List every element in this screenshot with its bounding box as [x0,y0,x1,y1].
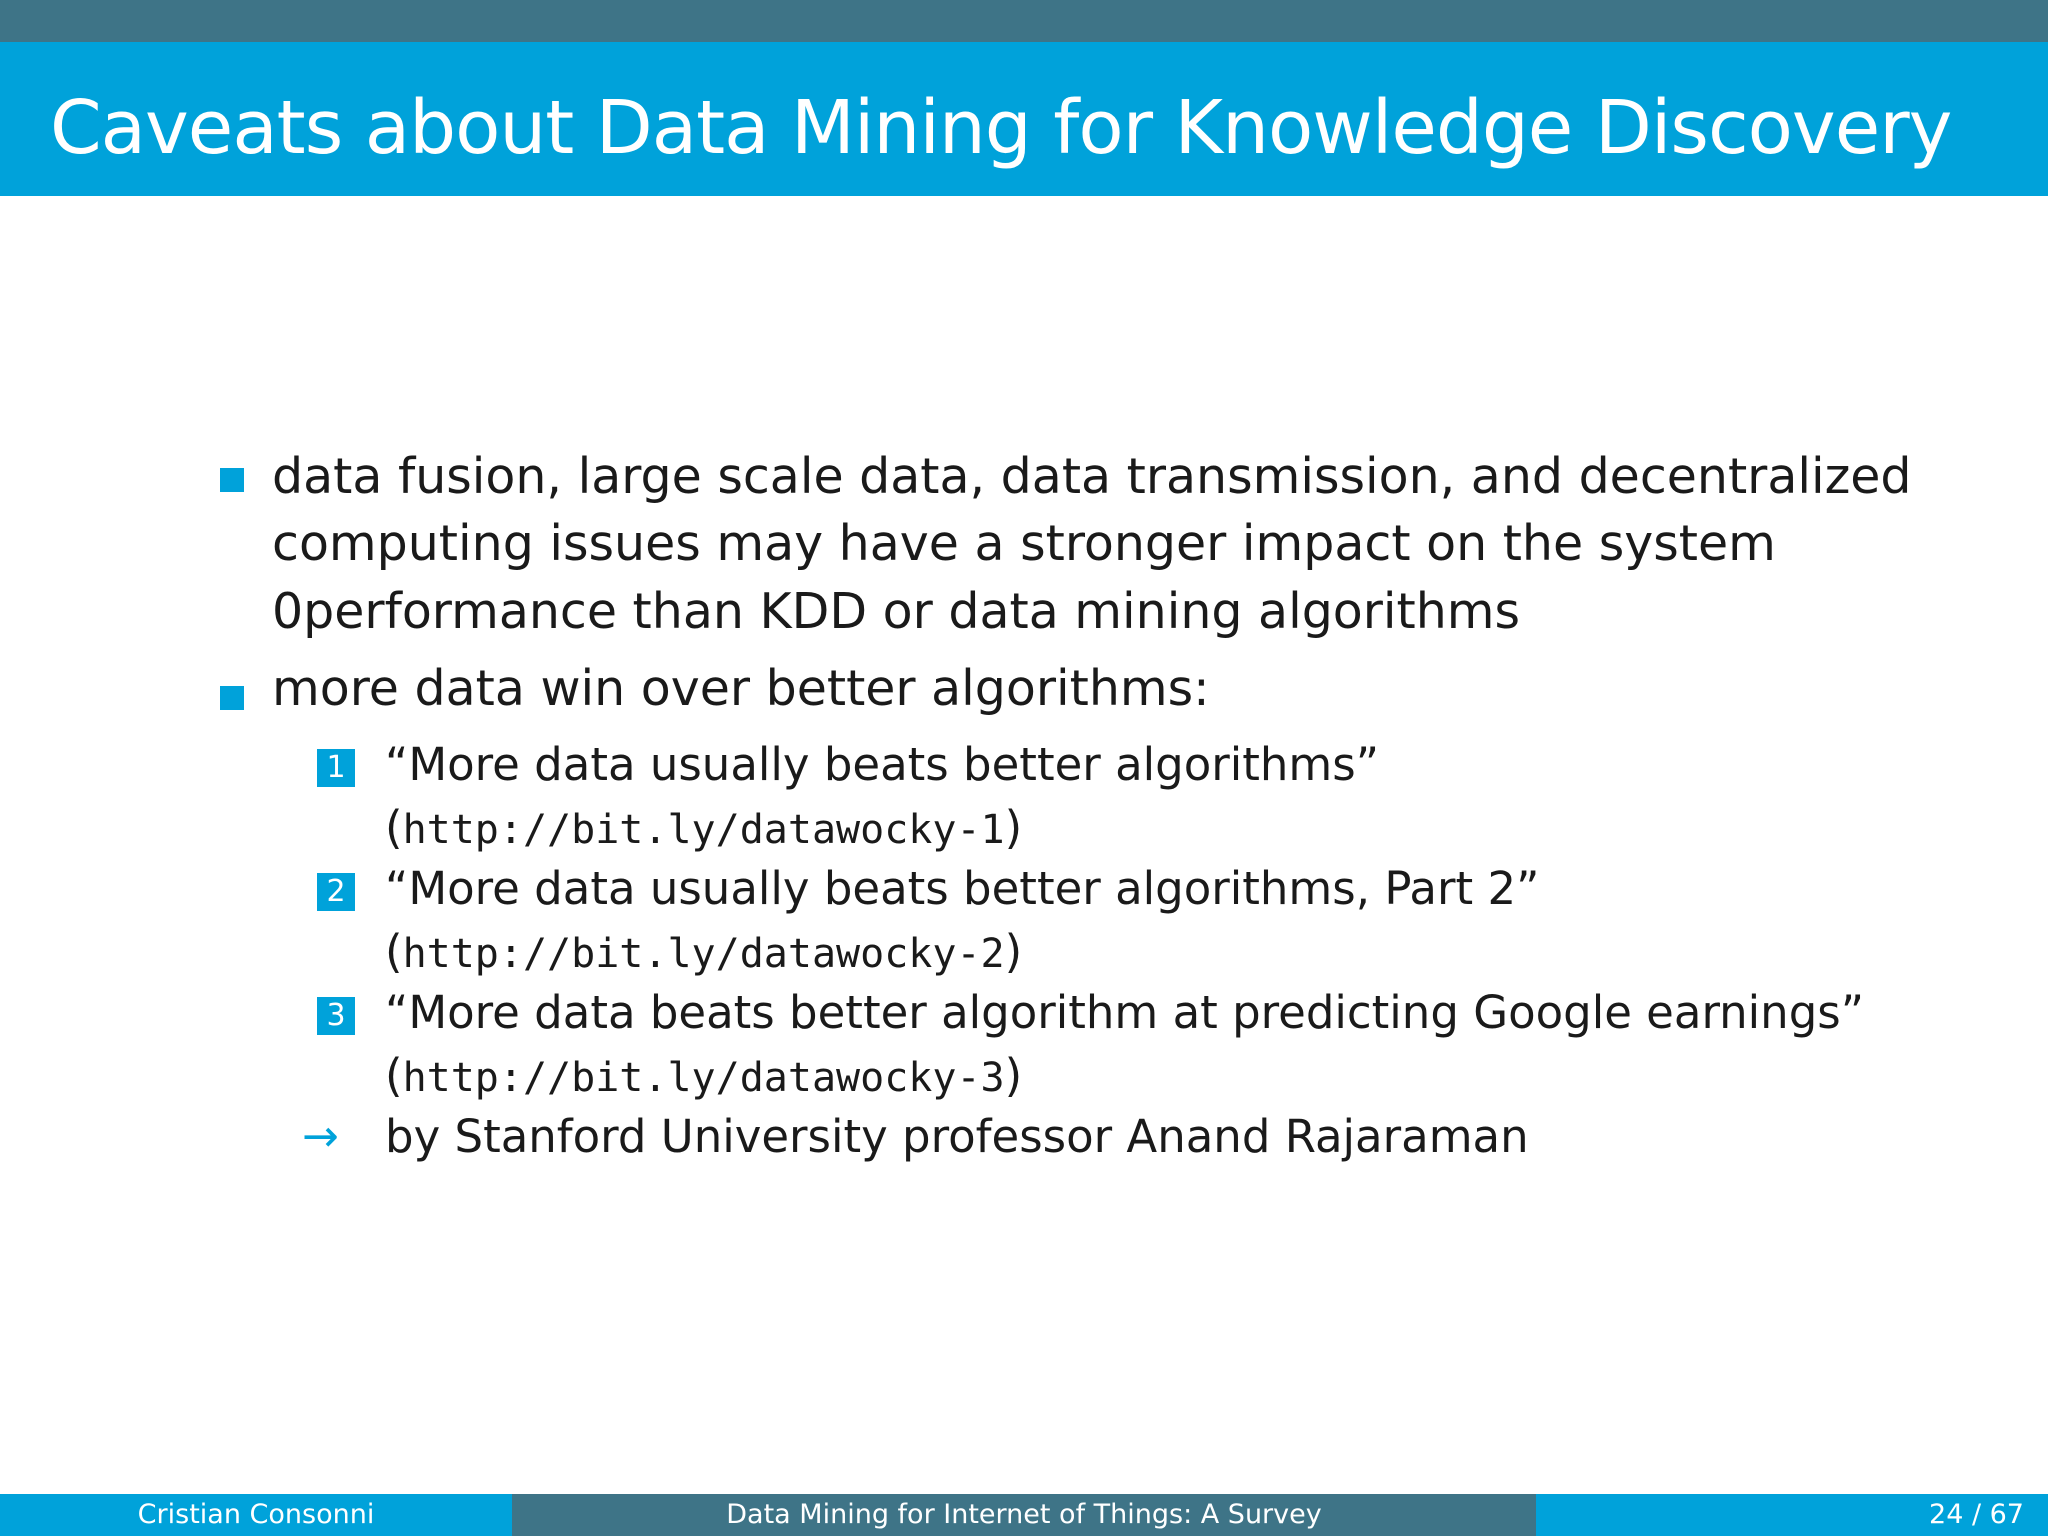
enum-badge-3: 3 [317,997,355,1035]
paren-open: ( [385,801,403,854]
paren-open: ( [385,1049,403,1102]
bullet-square-icon [220,468,244,492]
enum-3-link-line [385,1046,1022,1108]
enum-3-url[interactable]: http://bit.ly/datawocky-3 [402,1055,1005,1101]
footer-author: Cristian Consonni [0,1494,512,1536]
enum-1-link-line [385,798,1022,860]
footer-talk-title: Data Mining for Internet of Things: A Survey [512,1494,1536,1536]
paren-close: ) [1004,1049,1023,1102]
paren-close: ) [1004,801,1023,854]
enum-2-quote: “More data usually beats better algorithms, Part 2” [385,862,1540,915]
enum-2-link-line [385,922,1022,984]
bullet-1-line-1: data fusion, large scale data, data transmission, and decentralized [272,448,1912,505]
arrow-item-text: by Stanford University professor Anand Rajaraman [385,1110,1529,1163]
bullet-2-line-1: more data win over better algorithms: [272,660,1210,717]
enum-1-url[interactable]: http://bit.ly/datawocky-1 [402,807,1005,853]
paren-close: ) [1004,925,1023,978]
footer-page-box [1536,1494,2048,1536]
slide-title: Caveats about Data Mining for Knowledge Discovery [50,85,1952,171]
footer [0,1494,2048,1536]
bullet-square-icon [220,686,244,710]
enum-3-quote: “More data beats better algorithm at predicting Google earnings” [385,986,1865,1039]
right-arrow-icon: → [302,1111,339,1162]
bullet-1-line-2: computing issues may have a stronger impact on the system [272,515,1776,572]
paren-open: ( [385,925,403,978]
enum-1-quote: “More data usually beats better algorithms” [385,738,1380,791]
bullet-1-line-3: 0performance than KDD or data mining algorithms [272,583,1521,640]
enum-badge-2: 2 [317,873,355,911]
enum-2-url[interactable]: http://bit.ly/datawocky-2 [402,931,1005,977]
enum-badge-1: 1 [317,749,355,787]
footer-page-number: 24 / 67 [1929,1499,2024,1530]
